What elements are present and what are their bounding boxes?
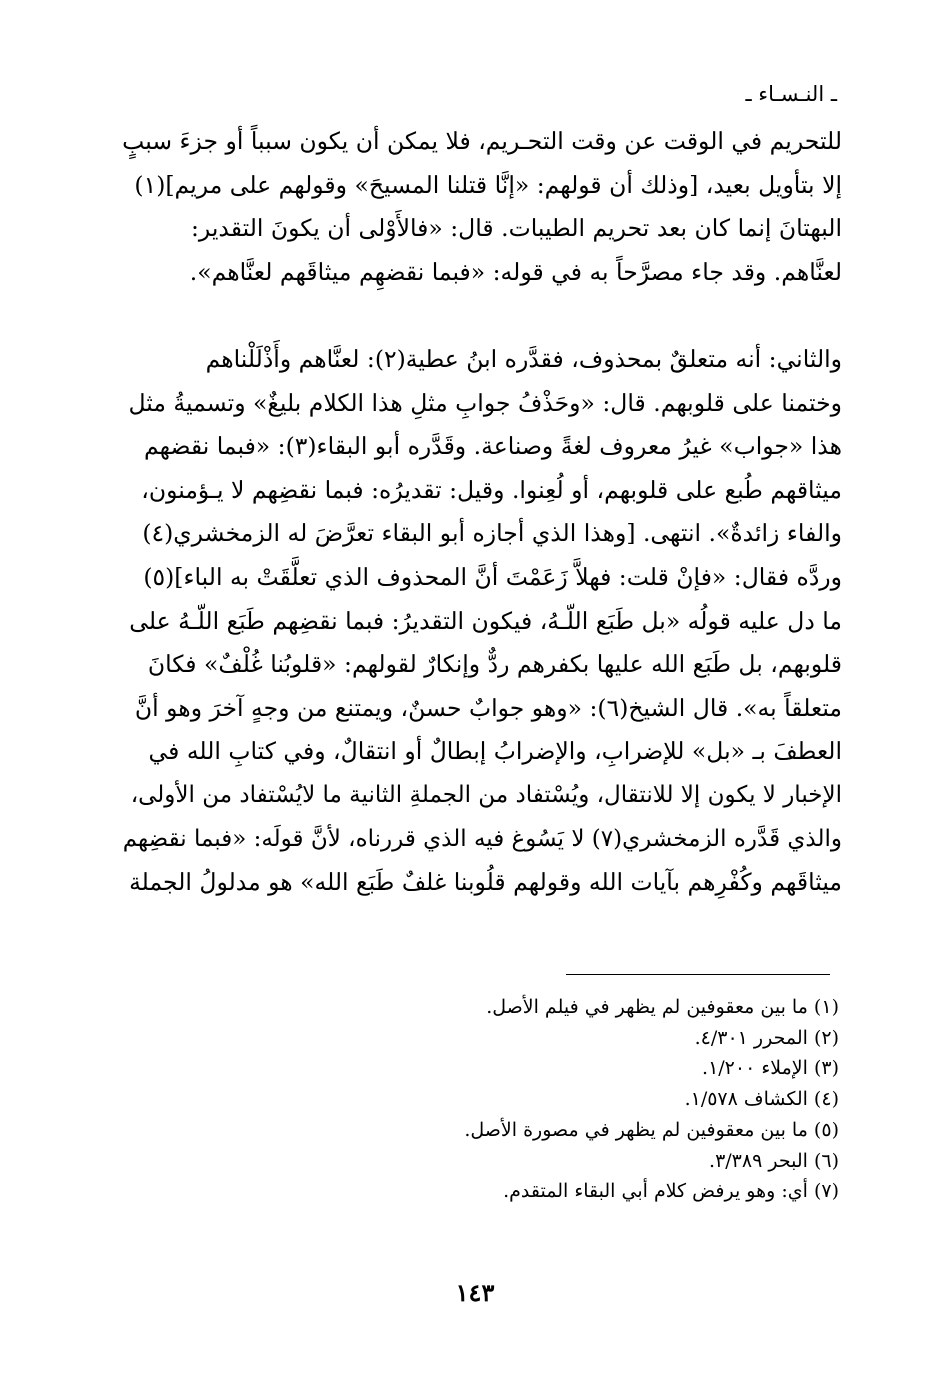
text-line: وختمنا على قلوبهم. قال: «وحَذْفُ جوابِ مثلِ هذا الكلام بليغٌ» وتسميةُ مثل: [128, 388, 842, 417]
text-line: إلا بتأويل بعيد، [وذلك أن قولهم: «إنَّا قتلنا المسيحَ» وقولهم على مريم](١): [134, 170, 842, 199]
text-line: وردَّه فقال: «فإنْ قلت: فهلاَّ زَعَمْتَ أنَّ المحذوف الذي تعلَّقَتْ به الباء](٥): [143, 562, 842, 591]
text-line: ميثاقَهم وكُفْرِهم بآيات الله وقولهم قلُوبنا غلفٌ طَبَع الله» هو مدلولُ الجملة: [129, 868, 842, 897]
text-line: قلوبهم، بل طَبَع الله عليها بكفرهم ردٌّ وإنكارٌ لقولهم: «قلوبُنا غُلْفٌ» فكانَ: [147, 650, 842, 679]
text-line: العطفَ بـ «بل» للإضرابِ، والإضرابُ إبطالٌ أو انتقالٌ، وفي كتابِ الله في: [148, 737, 842, 766]
text-line: الإخبار لا يكون إلا للانتقال، ويُسْتفاد من الجملةِ الثانية ما لايُسْتفاد من الأولى،: [130, 781, 842, 808]
text-line: ما دل عليه قولُه «بل طَبَع اللّـهُ، فيكون التقديرُ: فبما نقضِهم طَبَع اللّـهُ على: [129, 606, 842, 635]
footnotes: [239, 992, 839, 1207]
text-line: للتحريم في الوقت عن وقت التحـريم، فلا يمكن أن يكون سبباً أو جزءَ سببٍ: [122, 127, 842, 155]
paragraph-2: [120, 338, 842, 905]
footnote-7: (٧) أي: وهو يرفض كلام أبي البقاء المتقدم.: [503, 1180, 839, 1203]
paragraph-1: [120, 120, 842, 294]
text-line: لعنَّاهم. وقد جاء مصرَّحاً به في قوله: «فبما نقضهِم ميثاقَهم لعنَّاهم».: [189, 257, 842, 286]
page-number: ١٤٣: [455, 1278, 495, 1307]
text-line: ميثاقهم طُبع على قلوبهم، أو لُعِنوا. وقيل: تقديرُه: فبما نقضِهم لا يـؤمنون،: [141, 475, 842, 504]
text-line: والثاني: أنه متعلقٌ بمحذوف، فقدَّره ابنُ عطية(٢): لعنَّاهم وأَذْلَلْناهم: [205, 345, 842, 373]
text-line: هذا «جواب» غيرُ معروف لغةً وصناعة. وقَدَّره أبو البقاء(٣): «فبما نقضهم: [143, 432, 842, 461]
text-line: والفاء زائدةٌ». انتهى. [وهذا الذي أجازه أبو البقاء تعرَّضَ له الزمخشري(٤): [142, 519, 842, 548]
text-line: البهتانَ إنما كان بعد تحريم الطيبات. قال: «فالأَوْلى أن يكونَ التقدير:: [190, 214, 842, 243]
footnote-4: (٤) الكشاف ١/٥٧٨.: [684, 1088, 839, 1111]
text-line: متعلقاً به». قال الشيخ(٦): «وهو جوابٌ حسنٌ، ويمتنع من وجهٍ آخرَ وهو أنَّ: [134, 693, 842, 722]
footnote-2: (٢) المحرر ٤/٣٠١.: [694, 1026, 839, 1049]
running-header: ـ النـسـاء ـ: [745, 82, 837, 106]
footnote-3: (٣) الإملاء ١/٢٠٠.: [702, 1057, 839, 1080]
footnote-6: (٦) البحر ٣/٣٨٩.: [709, 1149, 839, 1172]
footnote-separator: [566, 974, 830, 975]
text-line: والذي قَدَّره الزمخشري(٧) لا يَسُوغ فيه الذي قررناه، لأنَّ قولَه: «فبما نقضِهم: [122, 825, 842, 852]
footnote-1: (١) ما بين معقوفين لم يظهر في فيلم الأصل.: [486, 996, 839, 1018]
footnote-5: (٥) ما بين معقوفين لم يظهر في مصورة الأصل.: [464, 1118, 839, 1141]
